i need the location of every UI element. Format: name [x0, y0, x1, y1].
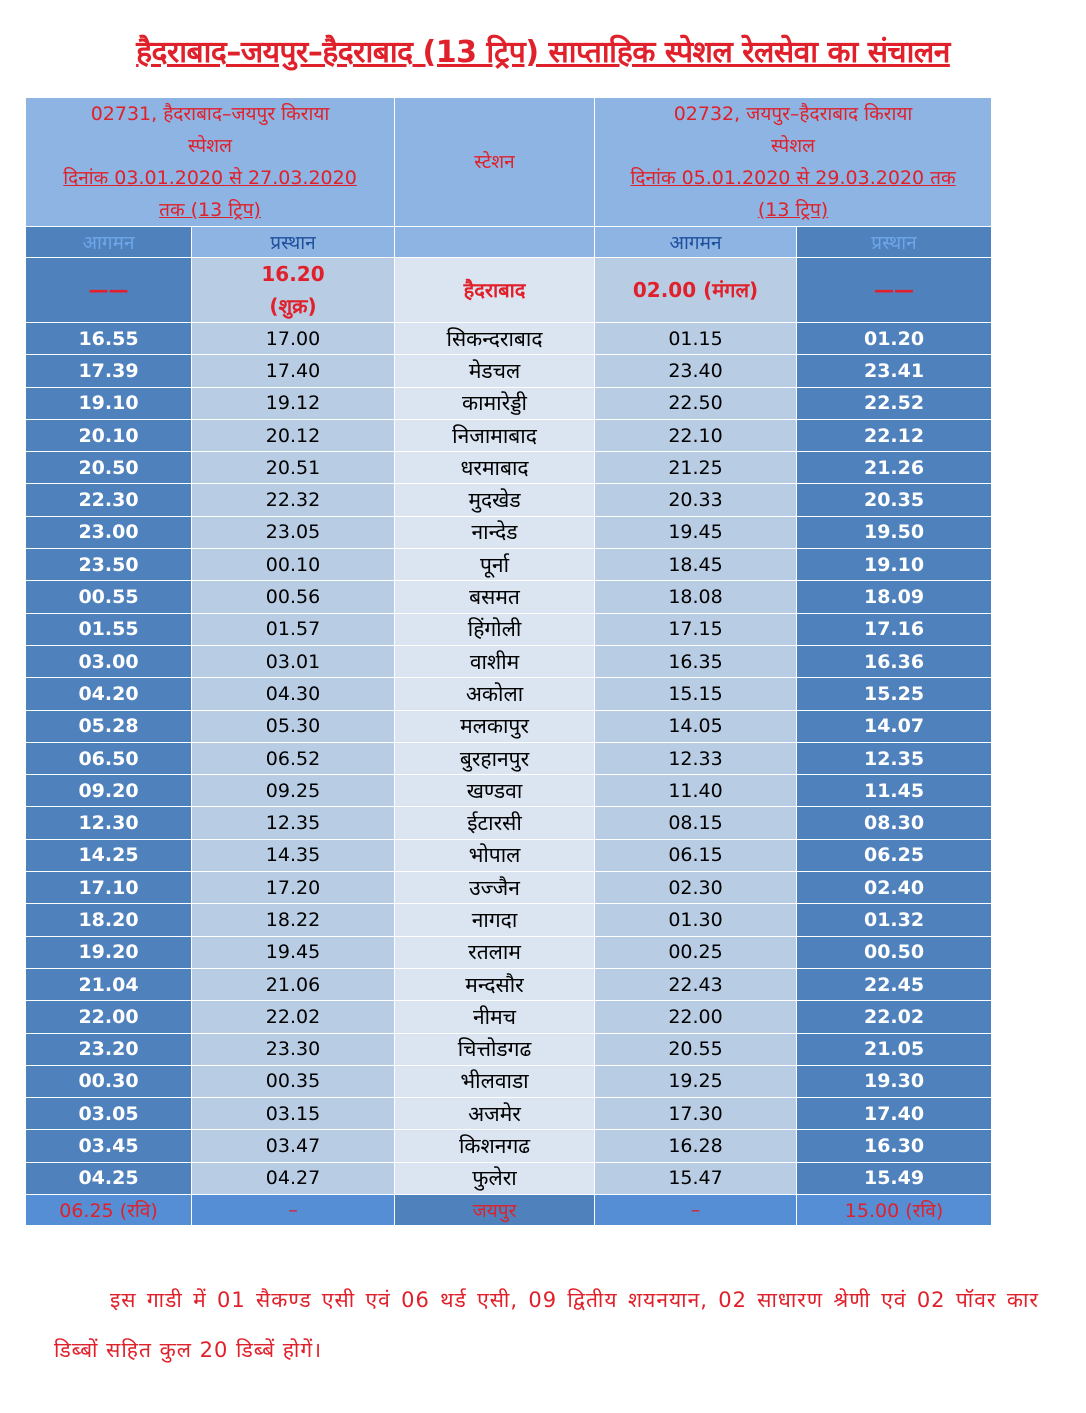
cell-arrival-left: 01.55 — [26, 613, 192, 645]
cell-arrival-right: 06.15 — [595, 839, 797, 871]
cell-station: उज्जैन — [395, 872, 595, 904]
cell-departure-left: 12.35 — [192, 807, 395, 839]
cell-station: मलकापुर — [395, 710, 595, 742]
cell-departure-left: 00.56 — [192, 581, 395, 613]
destination-arrival-right: – — [595, 1195, 797, 1226]
cell-departure-left: 22.32 — [192, 484, 395, 516]
table-row — [26, 678, 992, 710]
table-row — [26, 936, 992, 968]
subheader-departure-left: प्रस्थान — [192, 227, 395, 258]
cell-departure-right: 06.25 — [797, 839, 992, 871]
cell-departure-right: 16.36 — [797, 645, 992, 677]
cell-departure-right: 18.09 — [797, 581, 992, 613]
cell-departure-left: 20.12 — [192, 419, 395, 451]
cell-arrival-left: 18.20 — [26, 904, 192, 936]
table-row — [26, 484, 992, 516]
subheader-arrival-left: आगमन — [26, 227, 192, 258]
cell-departure-right: 15.49 — [797, 1162, 992, 1194]
cell-arrival-right: 19.45 — [595, 516, 797, 548]
cell-departure-left: 22.02 — [192, 1001, 395, 1033]
destination-station: जयपुर — [395, 1195, 595, 1226]
cell-station: वाशीम — [395, 645, 595, 677]
header-left-line1: 02731, हैदराबाद–जयपुर किराया — [90, 103, 330, 125]
table-row — [26, 549, 992, 581]
cell-arrival-left: 03.05 — [26, 1098, 192, 1130]
cell-arrival-right: 22.00 — [595, 1001, 797, 1033]
timetable — [25, 97, 992, 1226]
table-row — [26, 839, 992, 871]
cell-departure-right: 15.25 — [797, 678, 992, 710]
cell-departure-right: 19.50 — [797, 516, 992, 548]
origin-departure-right: —— — [797, 258, 992, 323]
cell-arrival-left: 03.00 — [26, 645, 192, 677]
table-row — [26, 1001, 992, 1033]
header-right-line1: 02732, जयपुर–हैदराबाद किराया — [673, 103, 913, 125]
cell-departure-right: 20.35 — [797, 484, 992, 516]
table-row — [26, 613, 992, 645]
table-row — [26, 1065, 992, 1097]
cell-arrival-right: 16.35 — [595, 645, 797, 677]
cell-arrival-left: 03.45 — [26, 1130, 192, 1162]
cell-station: कामारेड्डी — [395, 387, 595, 419]
cell-arrival-right: 22.43 — [595, 968, 797, 1000]
cell-departure-right: 19.10 — [797, 549, 992, 581]
table-row — [26, 645, 992, 677]
cell-arrival-left: 23.50 — [26, 549, 192, 581]
table-row — [26, 742, 992, 774]
cell-departure-right: 22.45 — [797, 968, 992, 1000]
cell-departure-right: 19.30 — [797, 1065, 992, 1097]
cell-station: मन्दसौर — [395, 968, 595, 1000]
cell-arrival-right: 18.08 — [595, 581, 797, 613]
cell-departure-right: 01.32 — [797, 904, 992, 936]
cell-departure-left: 14.35 — [192, 839, 395, 871]
cell-arrival-right: 20.55 — [595, 1033, 797, 1065]
cell-station: मेडचल — [395, 355, 595, 387]
origin-departure-day: (शुक्र) — [269, 294, 317, 318]
cell-departure-left: 17.20 — [192, 872, 395, 904]
cell-station: भीलवाडा — [395, 1065, 595, 1097]
cell-arrival-left: 17.39 — [26, 355, 192, 387]
cell-station: नान्देड — [395, 516, 595, 548]
cell-arrival-right: 14.05 — [595, 710, 797, 742]
origin-station: हैदराबाद — [395, 258, 595, 323]
cell-departure-right: 16.30 — [797, 1130, 992, 1162]
header-right-line4: (13 ट्रिप) — [757, 199, 829, 221]
cell-departure-right: 22.02 — [797, 1001, 992, 1033]
subheader-station-blank — [395, 227, 595, 258]
header-train-02731 — [26, 98, 395, 227]
cell-departure-left: 03.01 — [192, 645, 395, 677]
cell-station: फुलेरा — [395, 1162, 595, 1194]
table-row — [26, 1033, 992, 1065]
cell-arrival-right: 17.15 — [595, 613, 797, 645]
table-row — [26, 1130, 992, 1162]
cell-arrival-left: 17.10 — [26, 872, 192, 904]
cell-departure-left: 04.30 — [192, 678, 395, 710]
cell-arrival-left: 20.50 — [26, 452, 192, 484]
table-row — [26, 968, 992, 1000]
header-left-line3: दिनांक 03.01.2020 से 27.03.2020 — [63, 167, 357, 189]
cell-station: ईटारसी — [395, 807, 595, 839]
cell-arrival-left: 19.20 — [26, 936, 192, 968]
destination-arrival-left: 06.25 (रवि) — [26, 1195, 192, 1226]
origin-row — [26, 258, 992, 323]
cell-departure-left: 18.22 — [192, 904, 395, 936]
cell-station: अकोला — [395, 678, 595, 710]
page-title: हैदराबाद–जयपुर–हैदराबाद (13 ट्रिप) साप्ताहिक स्पेशल रेलसेवा का संचालन — [136, 35, 950, 70]
cell-departure-left: 04.27 — [192, 1162, 395, 1194]
cell-departure-right: 12.35 — [797, 742, 992, 774]
cell-departure-left: 05.30 — [192, 710, 395, 742]
cell-arrival-right: 08.15 — [595, 807, 797, 839]
cell-departure-left: 00.35 — [192, 1065, 395, 1097]
cell-arrival-left: 04.20 — [26, 678, 192, 710]
origin-departure-time: 16.20 — [261, 262, 325, 286]
table-row — [26, 452, 992, 484]
cell-departure-left: 17.40 — [192, 355, 395, 387]
cell-departure-right: 17.16 — [797, 613, 992, 645]
header-left-line2: स्पेशल — [188, 135, 232, 157]
subheader-arrival-right: आगमन — [595, 227, 797, 258]
header-train-02732 — [595, 98, 992, 227]
cell-arrival-right: 20.33 — [595, 484, 797, 516]
cell-departure-right: 21.05 — [797, 1033, 992, 1065]
cell-station: सिकन्दराबाद — [395, 323, 595, 355]
cell-departure-right: 22.52 — [797, 387, 992, 419]
cell-arrival-left: 12.30 — [26, 807, 192, 839]
cell-arrival-right: 18.45 — [595, 549, 797, 581]
cell-departure-left: 06.52 — [192, 742, 395, 774]
cell-departure-right: 01.20 — [797, 323, 992, 355]
cell-arrival-left: 06.50 — [26, 742, 192, 774]
cell-station: निजामाबाद — [395, 419, 595, 451]
cell-arrival-left: 00.55 — [26, 581, 192, 613]
cell-station: नागदा — [395, 904, 595, 936]
header-left-line4: तक (13 ट्रिप) — [159, 199, 261, 221]
header-right-line2: स्पेशल — [771, 135, 816, 157]
destination-departure-left: – — [192, 1195, 395, 1226]
cell-departure-left: 03.47 — [192, 1130, 395, 1162]
cell-departure-right: 08.30 — [797, 807, 992, 839]
table-row — [26, 516, 992, 548]
cell-departure-left: 23.30 — [192, 1033, 395, 1065]
cell-departure-left: 17.00 — [192, 323, 395, 355]
cell-arrival-right: 17.30 — [595, 1098, 797, 1130]
cell-station: रतलाम — [395, 936, 595, 968]
cell-arrival-right: 12.33 — [595, 742, 797, 774]
cell-arrival-right: 15.47 — [595, 1162, 797, 1194]
cell-arrival-right: 11.40 — [595, 775, 797, 807]
header-right-line3: दिनांक 05.01.2020 से 29.03.2020 तक — [630, 167, 956, 189]
cell-departure-right: 23.41 — [797, 355, 992, 387]
cell-arrival-right: 22.50 — [595, 387, 797, 419]
cell-arrival-right: 01.30 — [595, 904, 797, 936]
cell-station: बुरहानपुर — [395, 742, 595, 774]
table-row — [26, 904, 992, 936]
subheader-departure-right: प्रस्थान — [797, 227, 992, 258]
cell-arrival-right: 01.15 — [595, 323, 797, 355]
table-header-row — [26, 98, 992, 227]
cell-departure-right: 17.40 — [797, 1098, 992, 1130]
cell-departure-left: 20.51 — [192, 452, 395, 484]
cell-departure-left: 00.10 — [192, 549, 395, 581]
cell-arrival-left: 00.30 — [26, 1065, 192, 1097]
table-row — [26, 581, 992, 613]
cell-arrival-left: 14.25 — [26, 839, 192, 871]
cell-departure-left: 19.12 — [192, 387, 395, 419]
cell-arrival-left: 22.30 — [26, 484, 192, 516]
cell-station: भोपाल — [395, 839, 595, 871]
table-row — [26, 710, 992, 742]
cell-departure-right: 21.26 — [797, 452, 992, 484]
cell-departure-right: 02.40 — [797, 872, 992, 904]
destination-row — [26, 1195, 992, 1226]
coach-composition-note: इस गाडी में 01 सैकण्ड एसी एवं 06 थर्ड एसी, 09 द्वितीय शयनयान, 02 साधारण श्रेणी एवं 02 पॉवर कार डिब्बों सहित कुल 20 डिब्बें होगें। — [54, 1288, 1039, 1362]
destination-departure-right: 15.00 (रवि) — [797, 1195, 992, 1226]
cell-arrival-left: 21.04 — [26, 968, 192, 1000]
cell-departure-right: 14.07 — [797, 710, 992, 742]
cell-arrival-left: 16.55 — [26, 323, 192, 355]
cell-arrival-right: 21.25 — [595, 452, 797, 484]
cell-arrival-right: 02.30 — [595, 872, 797, 904]
cell-station: धरमाबाद — [395, 452, 595, 484]
cell-arrival-left: 20.10 — [26, 419, 192, 451]
cell-station: अजमेर — [395, 1098, 595, 1130]
header-station: स्टेशन — [395, 98, 595, 227]
cell-arrival-right: 19.25 — [595, 1065, 797, 1097]
table-row — [26, 355, 992, 387]
cell-arrival-left: 23.20 — [26, 1033, 192, 1065]
cell-arrival-left: 04.25 — [26, 1162, 192, 1194]
cell-arrival-left: 19.10 — [26, 387, 192, 419]
cell-departure-left: 09.25 — [192, 775, 395, 807]
cell-departure-right: 11.45 — [797, 775, 992, 807]
cell-departure-right: 22.12 — [797, 419, 992, 451]
cell-station: बसमत — [395, 581, 595, 613]
cell-arrival-right: 15.15 — [595, 678, 797, 710]
cell-arrival-left: 09.20 — [26, 775, 192, 807]
table-row — [26, 872, 992, 904]
cell-arrival-right: 22.10 — [595, 419, 797, 451]
cell-departure-left: 03.15 — [192, 1098, 395, 1130]
cell-arrival-left: 05.28 — [26, 710, 192, 742]
cell-station: हिंगोली — [395, 613, 595, 645]
cell-arrival-right: 23.40 — [595, 355, 797, 387]
table-row — [26, 807, 992, 839]
cell-arrival-right: 00.25 — [595, 936, 797, 968]
table-row — [26, 419, 992, 451]
cell-arrival-left: 22.00 — [26, 1001, 192, 1033]
table-subheader-row — [26, 227, 992, 258]
cell-station: मुदखेड — [395, 484, 595, 516]
table-row — [26, 387, 992, 419]
table-row — [26, 323, 992, 355]
cell-departure-right: 00.50 — [797, 936, 992, 968]
cell-departure-left: 19.45 — [192, 936, 395, 968]
origin-departure-left — [192, 258, 395, 323]
cell-station: पूर्ना — [395, 549, 595, 581]
cell-arrival-right: 16.28 — [595, 1130, 797, 1162]
origin-arrival-right: 02.00 (मंगल) — [595, 258, 797, 323]
cell-arrival-left: 23.00 — [26, 516, 192, 548]
origin-arrival-left: —— — [26, 258, 192, 323]
cell-station: किशनगढ — [395, 1130, 595, 1162]
table-row — [26, 775, 992, 807]
table-row — [26, 1098, 992, 1130]
cell-station: नीमच — [395, 1001, 595, 1033]
table-row — [26, 1162, 992, 1194]
cell-departure-left: 23.05 — [192, 516, 395, 548]
cell-departure-left: 21.06 — [192, 968, 395, 1000]
cell-station: चित्तोडगढ — [395, 1033, 595, 1065]
cell-station: खण्डवा — [395, 775, 595, 807]
cell-departure-left: 01.57 — [192, 613, 395, 645]
